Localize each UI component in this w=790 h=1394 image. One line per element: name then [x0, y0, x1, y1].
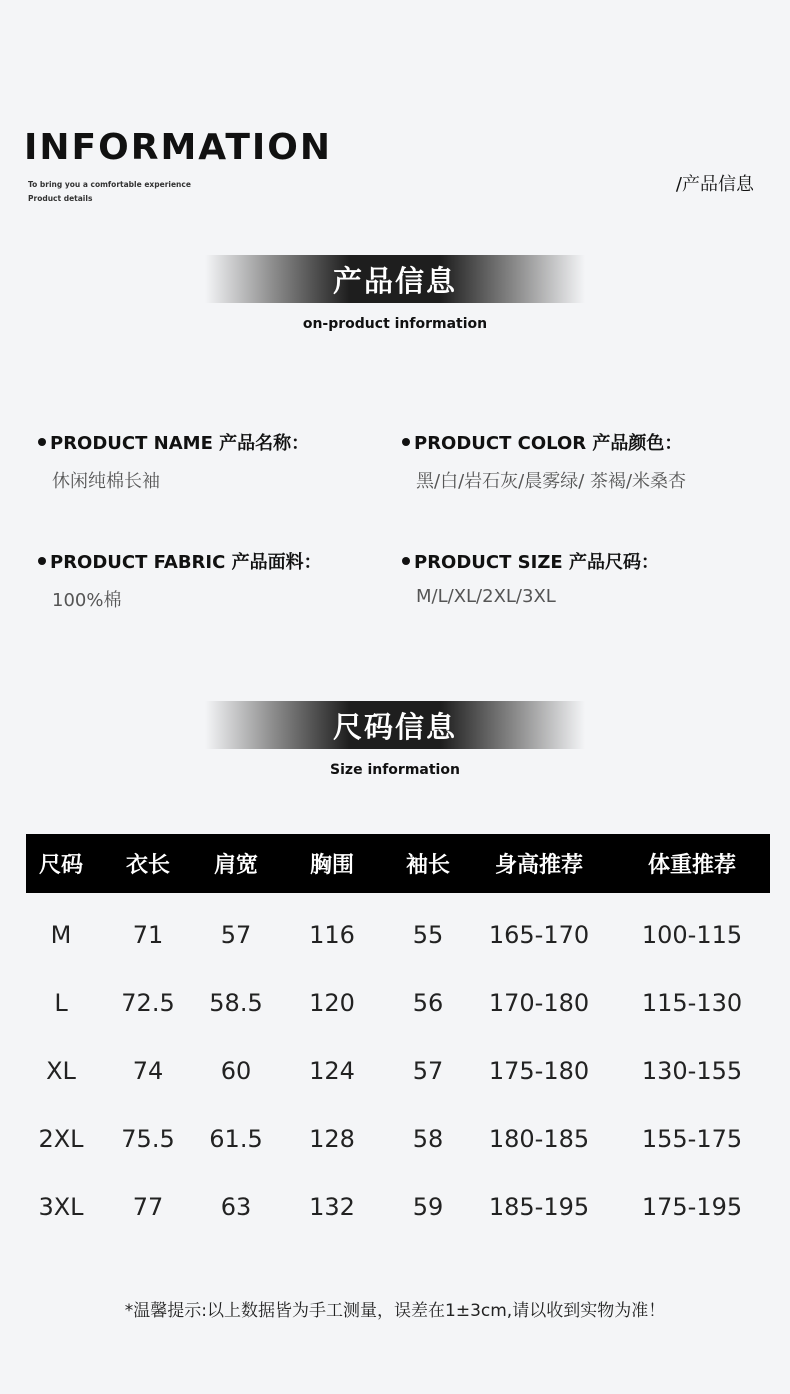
field-label [38, 548, 322, 574]
table-cell: 165-170 [488, 921, 590, 949]
table-cell: 100-115 [641, 921, 743, 949]
field-value: M/L/XL/2XL/3XL [416, 586, 556, 607]
table-row [26, 1105, 770, 1173]
field-label [38, 429, 309, 455]
measurement-note: *温馨提示:以上数据皆为手工测量，误差在1±3cm,请以收到实物为准！ [124, 1301, 666, 1321]
table-cell: 124 [309, 1057, 355, 1085]
table-cell: 61.5 [209, 1125, 263, 1153]
table-cell: 185-195 [488, 1193, 590, 1221]
section-label-right: /产品信息 [675, 174, 754, 195]
bullet-icon [38, 557, 46, 565]
table-cell: XL [46, 1057, 76, 1085]
table-cell: 74 [132, 1057, 164, 1085]
size-table [26, 834, 770, 1241]
size-info-banner-title: 尺码信息 [332, 709, 457, 744]
table-cell: 128 [309, 1125, 355, 1153]
field-label-text: PRODUCT COLOR 产品颜色： [414, 433, 683, 454]
table-cell: L [54, 989, 68, 1017]
table-header-cell: 肩宽 [213, 853, 258, 878]
table-cell: 58 [412, 1125, 444, 1153]
table-cell: 58.5 [209, 989, 263, 1017]
product-info-banner-subtitle: on-product information [302, 316, 488, 332]
field-label-text: PRODUCT FABRIC 产品面料： [50, 552, 322, 573]
field-product-color [402, 429, 686, 493]
table-cell: M [50, 921, 72, 949]
page-subtitle-line1: To bring you a comfortable experience [28, 180, 191, 189]
table-row [26, 901, 770, 969]
table-cell: 55 [412, 921, 444, 949]
table-cell: 75.5 [121, 1125, 175, 1153]
table-cell: 132 [309, 1193, 355, 1221]
table-cell: 116 [309, 921, 355, 949]
table-cell: 71 [132, 921, 164, 949]
table-cell: 2XL [38, 1125, 84, 1153]
table-row [26, 1037, 770, 1105]
table-cell: 57 [412, 1057, 444, 1085]
table-cell: 57 [220, 921, 252, 949]
bullet-icon [402, 557, 410, 565]
table-cell: 60 [220, 1057, 252, 1085]
table-cell: 56 [412, 989, 444, 1017]
size-info-banner-subtitle: Size information [330, 762, 460, 778]
table-header-cell: 体重推荐 [647, 853, 736, 878]
table-cell: 155-175 [641, 1125, 743, 1153]
table-cell: 170-180 [488, 989, 590, 1017]
size-info-banner [205, 701, 585, 749]
table-header-cell: 身高推荐 [494, 853, 583, 878]
table-header [26, 834, 770, 893]
field-label-text: PRODUCT NAME 产品名称： [50, 433, 310, 454]
field-value: 100%棉 [52, 590, 122, 611]
field-value: 休闲纯棉长袖 [52, 471, 160, 492]
table-header-cell: 尺码 [38, 853, 83, 878]
table-cell: 77 [132, 1193, 164, 1221]
table-row [26, 969, 770, 1037]
table-cell: 180-185 [488, 1125, 590, 1153]
page-subtitle-line2: Product details [28, 194, 93, 203]
product-info-banner [205, 255, 585, 303]
field-product-name [38, 429, 309, 493]
bullet-icon [38, 438, 46, 446]
field-label [402, 548, 659, 574]
table-cell: 115-130 [641, 989, 743, 1017]
field-label-text: PRODUCT SIZE 产品尺码： [414, 552, 659, 573]
table-cell: 175-180 [488, 1057, 590, 1085]
field-product-fabric [38, 548, 322, 612]
product-info-banner-title: 产品信息 [332, 263, 457, 298]
field-value: 黑/白/岩石灰/晨雾绿/ 茶褐/米桑杏 [416, 471, 687, 492]
page-title: INFORMATION [24, 127, 333, 168]
table-header-cell: 衣长 [125, 853, 170, 878]
table-cell: 130-155 [641, 1057, 743, 1085]
table-cell: 120 [309, 989, 355, 1017]
table-cell: 175-195 [641, 1193, 743, 1221]
table-header-cell: 袖长 [405, 853, 450, 878]
table-cell: 3XL [38, 1193, 84, 1221]
table-row [26, 1173, 770, 1241]
table-cell: 59 [412, 1193, 444, 1221]
field-label [402, 429, 686, 455]
field-product-size [402, 548, 659, 607]
table-header-cell: 胸围 [309, 853, 354, 878]
table-body [26, 893, 770, 1241]
bullet-icon [402, 438, 410, 446]
table-cell: 63 [220, 1193, 252, 1221]
table-cell: 72.5 [121, 989, 175, 1017]
